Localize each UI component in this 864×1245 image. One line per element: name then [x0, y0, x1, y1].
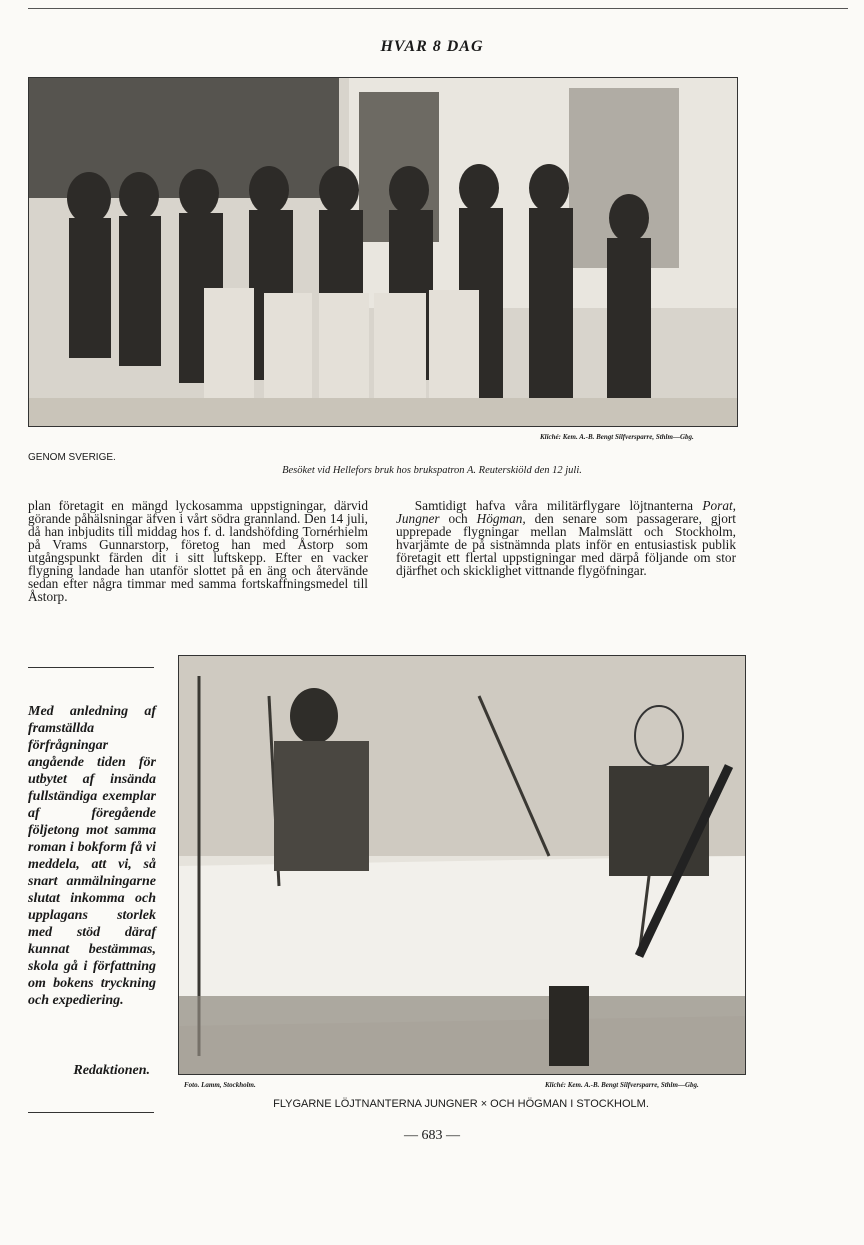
bottom-photo-credit: Foto. Lamm, Stockholm.	[184, 1081, 256, 1089]
group-photo-illustration	[29, 78, 737, 426]
sidebar-rule-top	[28, 667, 154, 668]
page-header: HVAR 8 DAG	[380, 38, 484, 55]
section-label: GENOM SVERIGE.	[28, 452, 116, 463]
article-column-2	[396, 499, 736, 577]
article-column-1	[28, 499, 368, 603]
bottom-cliche-credit: Kliché: Kem. A.-B. Bengt Silfversparre, Sthlm—Gbg.	[545, 1081, 699, 1089]
top-photo-credit: Kliché: Kem. A.-B. Bengt Silfversparre, Sthlm—Gbg.	[540, 433, 694, 441]
top-photo-caption: Besöket vid Hellefors bruk hos brukspatron A. Reuterskiöld den 12 juli.	[282, 465, 582, 476]
page-number: — 683 —	[404, 1128, 460, 1143]
article-col2-name3: Högman,	[476, 511, 526, 526]
article-col1-text: plan företagit en mängd lyckosamma uppstigningar, därvid görande påhälsningar äfven i vårt södra grannland. Den 14 juli, då han inbjudits till middag hos f. d. landshöfding Tornérhielm på Vrams Gunnarstorp, företog han med Åstorp som utgångspunkt färden dit i sitt luftskepp. Efter en vacker flygning landade han utanför slottet på en äng och återvände sedan efter några timmar med samma fortskaffningsmedel till Åstorp.	[28, 498, 368, 604]
aviators-photo-illustration	[179, 656, 745, 1074]
top-rule	[28, 8, 848, 9]
sidebar-rule-bottom	[28, 1112, 154, 1113]
group-photo	[28, 77, 738, 427]
article-col2-paragraph	[396, 499, 736, 577]
bottom-photo-caption: FLYGARNE LÖJTNANTERNA JUNGNER × OCH HÖGMAN I STOCKHOLM.	[273, 1098, 649, 1110]
aviators-photo	[178, 655, 746, 1075]
article-col2-och: och	[448, 511, 468, 526]
article-col2-body: den senare som passagerare, gjort upprepade flygningar mellan Malmslätt och Stockholm, hvarjämte de på sistnämnda plats inför en entusiastisk publik företagit ett flertal uppstigningar med därpå följande om stor djärfhet och skicklighet vittnande flygöfningar.	[396, 511, 736, 578]
article-col2-names: Porat, Jungner	[396, 498, 737, 526]
sidebar-signature: Redaktionen.	[73, 1063, 150, 1078]
sidebar-notice: Med anledning af framställda förfrågningar angående tiden för utbytet af insända fullständiga exemplar af föregående följetong mot samma roman i bokform få vi meddela, att vi, så snart anmälningarne slutat inkomma och upplagans storlek med stöd däraf kunnat bestämmas, skola gå i författning om bokens tryckning och expediering.	[28, 704, 156, 1008]
article-col2-intro: Samtidigt hafva våra militärflygare löjtnanterna	[414, 498, 693, 513]
